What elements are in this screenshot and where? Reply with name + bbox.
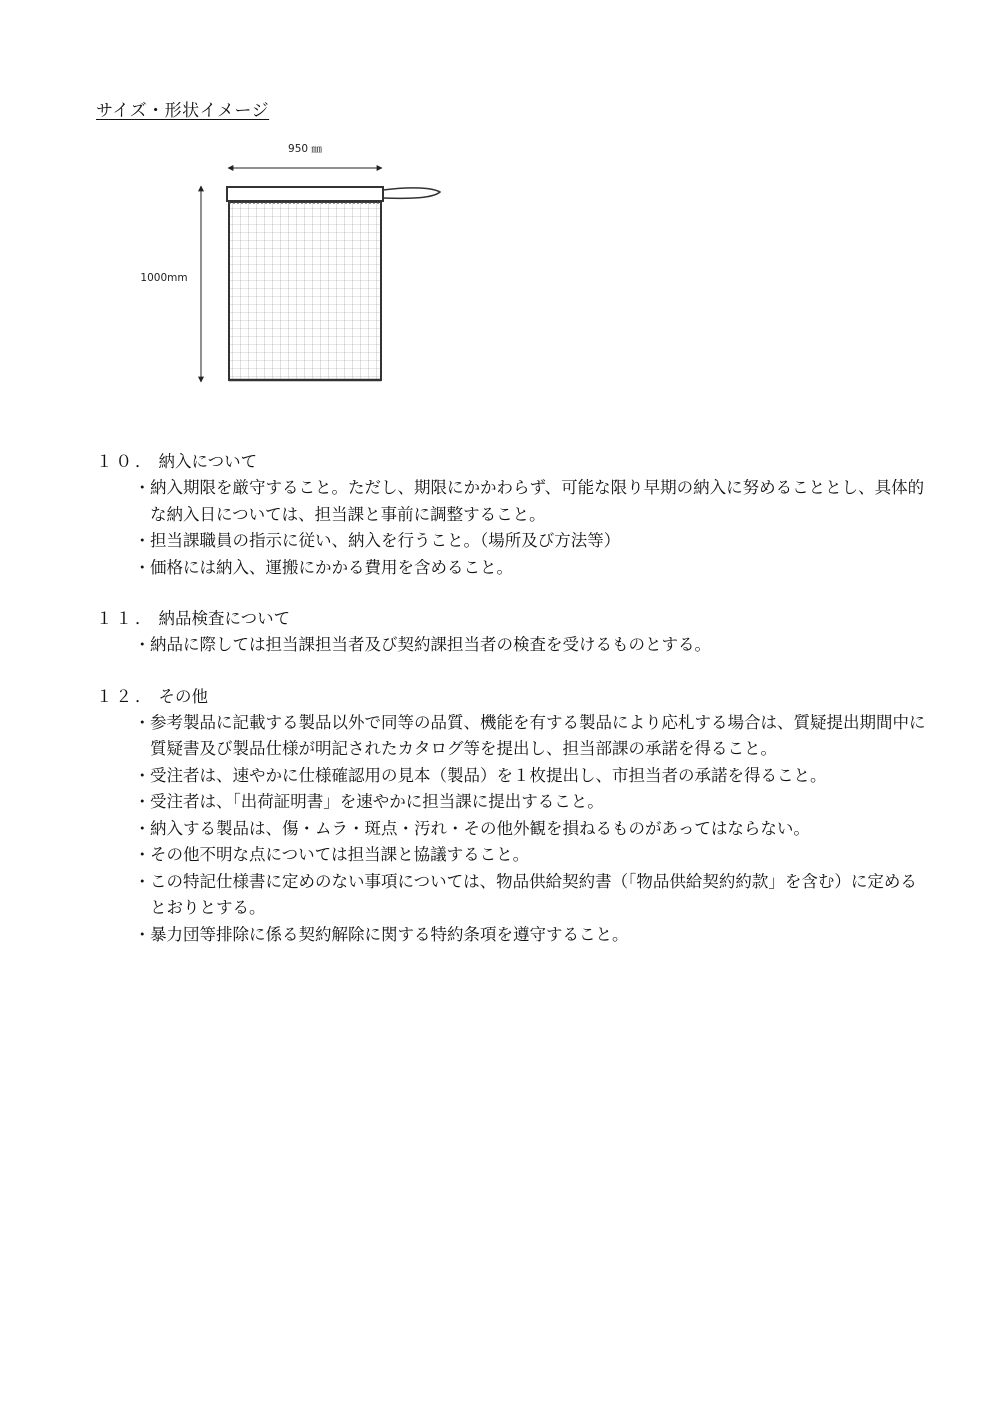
list-item-text: 納入期限を厳守すること。ただし、期限にかかわらず、可能な限り早期の納入に努めることとし、具体的な納入日については、担当課と事前に調整すること。 [150, 478, 925, 524]
section-title [96, 448, 926, 475]
section-title [96, 605, 926, 632]
list-item [134, 922, 926, 949]
list-item [134, 816, 926, 843]
list-item [134, 763, 926, 790]
list-item-text: 担当課職員の指示に従い、納入を行うこと。（場所及び方法等） [150, 531, 621, 550]
bullet-marker: ・ [134, 792, 151, 811]
bullet-marker: ・ [134, 478, 151, 497]
bullet-marker: ・ [134, 818, 151, 838]
section-number: １１． [96, 609, 155, 628]
list-item [134, 632, 926, 659]
list-item [134, 789, 926, 816]
section-11 [96, 605, 926, 659]
net-mesh-body [229, 202, 381, 380]
bullet-marker: ・ [134, 845, 151, 864]
list-item-text: 納入する製品は、傷・ムラ・斑点・汚れ・その他外観を損ねるものがあってはならない。 [150, 818, 810, 838]
height-dimension-label: 1000mm [140, 272, 188, 284]
list-item [134, 710, 926, 763]
list-item-text: 参考製品に記載する製品以外で同等の品質、機能を有する製品により応札する場合は、質疑提出期間中に質疑書及び製品仕様が明記されたカタログ等を提出し、担当部課の承諾を得ること。 [150, 712, 926, 758]
drawstring [383, 188, 440, 199]
bullet-marker: ・ [134, 765, 151, 785]
list-item-text: 受注者は、速やかに仕様確認用の見本（製品）を１枚提出し、市担当者の承諾を得ること。 [150, 765, 827, 785]
top-hem [227, 187, 383, 201]
bullet-marker: ・ [134, 531, 151, 550]
list-item-text: この特記仕様書に定めのない事項については、物品供給契約書（「物品供給契約約款」を含む）に定めるとおりとする。 [150, 871, 917, 917]
bullet-list [96, 710, 926, 949]
specification-sections [96, 448, 926, 972]
bullet-marker: ・ [134, 712, 151, 732]
list-item-text: 価格には納入、運搬にかかる費用を含めること。 [150, 557, 513, 577]
list-item [134, 842, 926, 869]
list-item-text: 暴力団等排除に係る契約解除に関する特約条項を遵守すること。 [150, 924, 629, 944]
section-number: １０． [96, 452, 155, 471]
list-item-text: 受注者は、「出荷証明書」を速やかに担当課に提出すること。 [150, 792, 604, 811]
bullet-marker: ・ [134, 871, 151, 891]
bullet-marker: ・ [134, 924, 151, 944]
section-12 [96, 683, 926, 949]
section-title-text: 納入について [158, 452, 258, 471]
list-item [134, 555, 926, 582]
section-title [96, 683, 926, 710]
list-item [134, 528, 926, 555]
list-item-text: 納品に際しては担当課担当者及び契約課担当者の検査を受けるものとする。 [150, 635, 711, 654]
net-bag-diagram [128, 136, 458, 396]
list-item [134, 475, 926, 528]
section-10 [96, 448, 926, 581]
section-title-text: その他 [158, 686, 208, 706]
list-item-text: その他不明な点については担当課と協議すること。 [150, 845, 530, 864]
size-shape-heading: サイズ・形状イメージ [96, 101, 270, 121]
bullet-list [96, 632, 926, 659]
bullet-marker: ・ [134, 557, 151, 577]
bullet-marker: ・ [134, 635, 151, 654]
section-title-text: 納品検査について [158, 609, 291, 628]
list-item [134, 869, 926, 922]
bullet-list [96, 475, 926, 581]
width-dimension-label: 950 ㎜ [288, 143, 322, 155]
section-number: １２． [96, 686, 155, 706]
